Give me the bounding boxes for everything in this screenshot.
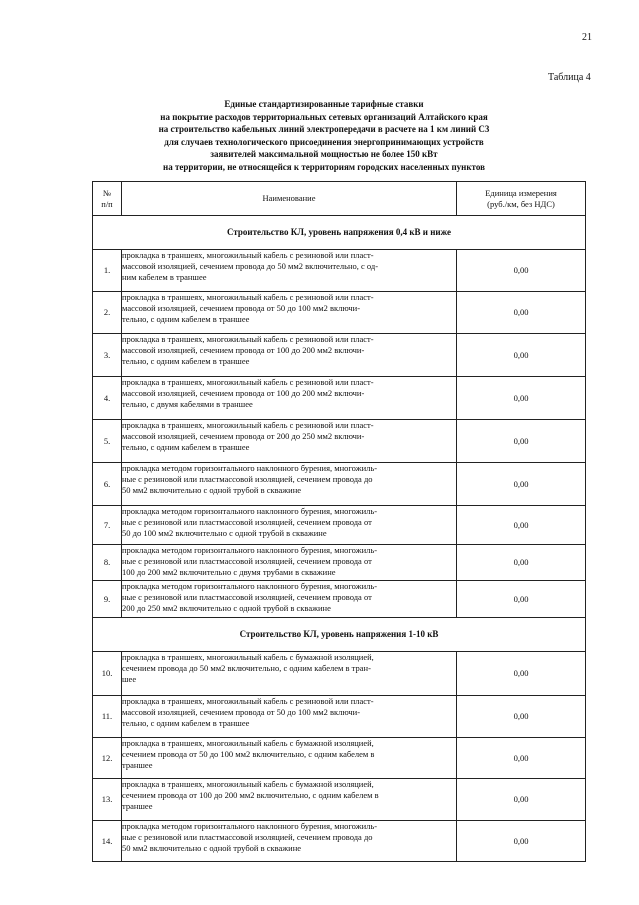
row-value: 0,00 <box>457 779 586 821</box>
row-value: 0,00 <box>457 545 586 581</box>
row-name-line: 50 мм2 включительно с одной трубой в скважине <box>122 843 302 853</box>
row-name-line: ним кабелем в траншее <box>122 272 207 282</box>
title-line: на территории, не относящейся к территориям городских населенных пунктов <box>163 161 485 172</box>
row-name-line: прокладка в траншеях, многожильный кабель с резиновой или пласт- <box>122 420 374 430</box>
row-name-line: ные с резиновой или пластмассовой изоляцией, сечением провода от <box>122 592 372 602</box>
title-line: для случаев технологического присоединения энергопринимающих устройств <box>164 136 484 147</box>
section-title: Строительство КЛ, уровень напряжения 1-10 кВ <box>93 618 586 652</box>
row-number: 3. <box>93 334 122 377</box>
row-name <box>122 581 457 618</box>
row-name-line: ные с резиновой или пластмассовой изоляцией, сечением провода от <box>122 556 372 566</box>
row-name-line: тельно, с одним кабелем в траншее <box>122 718 250 728</box>
row-value: 0,00 <box>457 821 586 862</box>
row-name-line: тельно, с одним кабелем в траншее <box>122 314 250 324</box>
row-name-line: прокладка в траншеях, многожильный кабель с резиновой или пласт- <box>122 292 374 302</box>
row-name-line: массовой изоляцией, сечением провода от 100 до 200 мм2 включи- <box>122 388 365 398</box>
row-name-line: прокладка методом горизонтального наклонного бурения, многожиль- <box>122 581 378 591</box>
row-name-line: 50 мм2 включительно с одной трубой в скважине <box>122 485 302 495</box>
row-number: 2. <box>93 292 122 334</box>
table-row <box>93 377 586 420</box>
table-row <box>93 463 586 506</box>
table-row <box>93 779 586 821</box>
header-unit-line: (руб./км, без НДС) <box>487 198 555 209</box>
page-number: 21 <box>582 32 592 43</box>
title-line: заявителей максимальной мощностью не более 150 кВт <box>210 149 438 160</box>
row-name-line: тельно, с одним кабелем в траншее <box>122 442 250 452</box>
row-name-line: траншее <box>122 760 153 770</box>
row-name-line: сечением провода от 100 до 200 мм2 включительно, с одним кабелем в <box>122 790 379 800</box>
row-value: 0,00 <box>457 292 586 334</box>
row-name-line: траншее <box>122 801 153 811</box>
row-name-line: прокладка в траншеях, многожильный кабель с бумажной изоляцией, <box>122 652 374 662</box>
row-name-line: шее <box>122 674 137 684</box>
table-row <box>93 696 586 738</box>
row-name <box>122 463 457 506</box>
row-value: 0,00 <box>457 652 586 696</box>
table-row <box>93 545 586 581</box>
row-name-line: прокладка в траншеях, многожильный кабель с бумажной изоляцией, <box>122 738 374 748</box>
row-name-line: прокладка в траншеях, многожильный кабель с резиновой или пласт- <box>122 377 374 387</box>
row-name-line: массовой изоляцией, сечением провода от 50 до 100 мм2 включи- <box>122 303 361 313</box>
row-name <box>122 652 457 696</box>
header-unit <box>457 182 586 216</box>
row-value: 0,00 <box>457 334 586 377</box>
row-name-line: тельно, с одним кабелем в траншее <box>122 356 250 366</box>
header-num <box>93 182 122 216</box>
row-value: 0,00 <box>457 420 586 463</box>
row-name <box>122 334 457 377</box>
section-header-row <box>93 216 586 250</box>
title-line: Единые стандартизированные тарифные ставки <box>224 99 424 109</box>
row-name-line: прокладка методом горизонтального наклонного бурения, многожиль- <box>122 463 378 473</box>
row-name-line: прокладка в траншеях, многожильный кабель с резиновой или пласт- <box>122 334 374 344</box>
row-value: 0,00 <box>457 250 586 292</box>
row-name-line: 200 до 250 мм2 включительно с одной трубой в скважине <box>122 603 331 613</box>
title-line: на строительство кабельных линий электропередачи в расчете на 1 км линий С3 <box>158 124 490 135</box>
row-name-line: прокладка методом горизонтального наклонного бурения, многожиль- <box>122 545 378 555</box>
row-value: 0,00 <box>457 581 586 618</box>
row-value: 0,00 <box>457 463 586 506</box>
row-name-line: прокладка методом горизонтального наклонного бурения, многожиль- <box>122 821 378 831</box>
table-row <box>93 506 586 545</box>
table-row <box>93 821 586 862</box>
table-header-row <box>93 182 586 216</box>
table-row <box>93 652 586 696</box>
row-number: 10. <box>93 652 122 696</box>
row-name-line: сечением провода до 50 мм2 включительно, с одним кабелем в тран- <box>122 663 371 673</box>
header-num-line: № <box>102 187 112 198</box>
row-name-line: прокладка в траншеях, многожильный кабель с бумажной изоляцией, <box>122 779 374 789</box>
row-name-line: прокладка в траншеях, многожильный кабель с резиновой или пласт- <box>122 250 374 260</box>
row-value: 0,00 <box>457 696 586 738</box>
row-name <box>122 250 457 292</box>
table-label: Таблица 4 <box>548 72 591 83</box>
header-unit-line: Единица измерения <box>485 187 557 198</box>
row-number: 11. <box>93 696 122 738</box>
row-name-line: сечением провода от 50 до 100 мм2 включительно, с одним кабелем в <box>122 749 375 759</box>
header-name: Наименование <box>122 182 457 216</box>
row-number: 14. <box>93 821 122 862</box>
row-number: 6. <box>93 463 122 506</box>
row-name-line: 100 до 200 мм2 включительно с двумя трубами в скважине <box>122 567 336 577</box>
row-number: 4. <box>93 377 122 420</box>
row-value: 0,00 <box>457 738 586 779</box>
row-number: 8. <box>93 545 122 581</box>
row-name <box>122 821 457 862</box>
row-name-line: массовой изоляцией, сечением провода до 50 мм2 включительно, с од- <box>122 261 379 271</box>
row-name-line: массовой изоляцией, сечением провода от 100 до 200 мм2 включи- <box>122 345 365 355</box>
row-name-line: ные с резиновой или пластмассовой изоляцией, сечением провода до <box>122 474 373 484</box>
row-name-line: массовой изоляцией, сечением провода от 50 до 100 мм2 включи- <box>122 707 361 717</box>
title-line: на покрытие расходов территориальных сетевых организаций Алтайского края <box>160 111 488 122</box>
row-number: 12. <box>93 738 122 779</box>
table-row <box>93 738 586 779</box>
header-num-line: п/п <box>101 198 113 209</box>
tariff-table <box>92 181 586 862</box>
row-number: 5. <box>93 420 122 463</box>
table-row <box>93 334 586 377</box>
table-row <box>93 292 586 334</box>
row-name-line: тельно, с двумя кабелями в траншее <box>122 399 253 409</box>
row-name <box>122 779 457 821</box>
table-row <box>93 250 586 292</box>
row-name <box>122 738 457 779</box>
table-row <box>93 581 586 618</box>
row-name-line: ные с резиновой или пластмассовой изоляцией, сечением провода до <box>122 832 373 842</box>
table-body <box>93 216 586 862</box>
section-header-row <box>93 618 586 652</box>
row-value: 0,00 <box>457 377 586 420</box>
row-name <box>122 506 457 545</box>
table-row <box>93 420 586 463</box>
row-name <box>122 420 457 463</box>
row-name-line: массовой изоляцией, сечением провода от 200 до 250 мм2 включи- <box>122 431 365 441</box>
document-title <box>60 98 588 174</box>
row-name <box>122 696 457 738</box>
row-name-line: 50 до 100 мм2 включительно с одной трубой в скважине <box>122 528 327 538</box>
section-title: Строительство КЛ, уровень напряжения 0,4 кВ и ниже <box>93 216 586 250</box>
row-name <box>122 292 457 334</box>
row-name <box>122 377 457 420</box>
row-value: 0,00 <box>457 506 586 545</box>
row-number: 9. <box>93 581 122 618</box>
row-number: 1. <box>93 250 122 292</box>
row-name <box>122 545 457 581</box>
row-number: 7. <box>93 506 122 545</box>
row-number: 13. <box>93 779 122 821</box>
row-name-line: прокладка в траншеях, многожильный кабель с резиновой или пласт- <box>122 696 374 706</box>
row-name-line: прокладка методом горизонтального наклонного бурения, многожиль- <box>122 506 378 516</box>
row-name-line: ные с резиновой или пластмассовой изоляцией, сечением провода от <box>122 517 372 527</box>
